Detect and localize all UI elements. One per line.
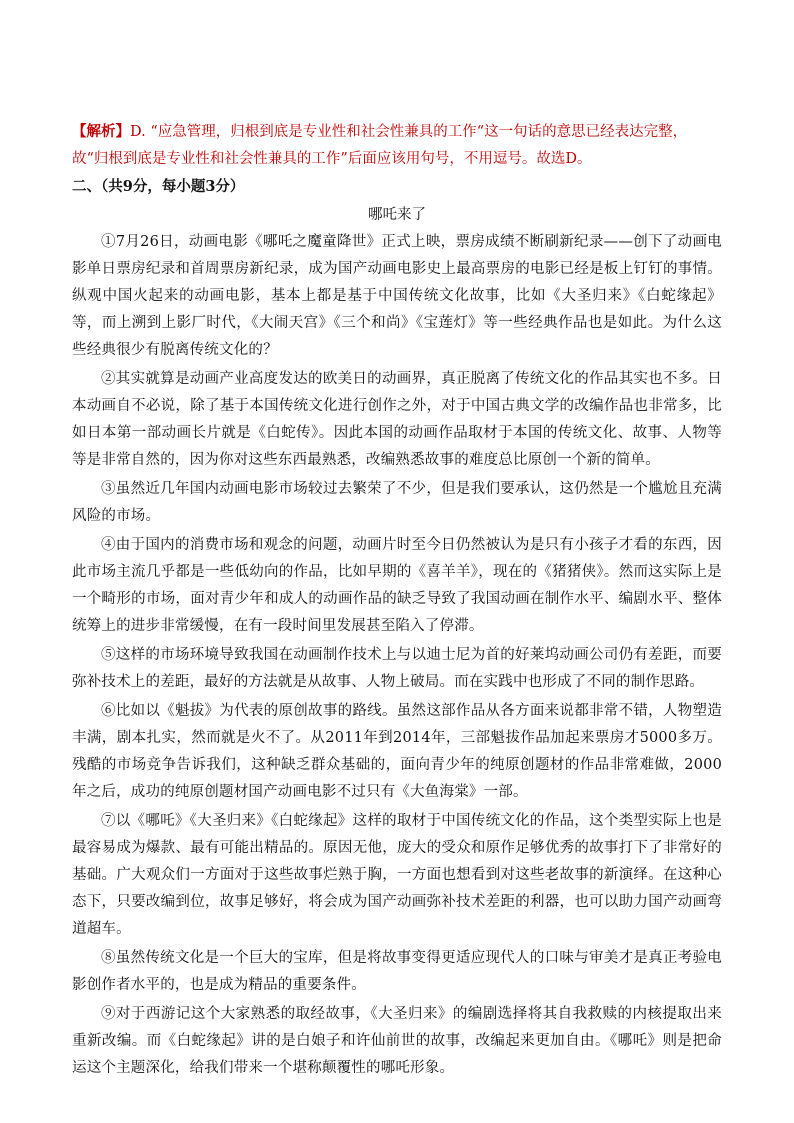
analysis-block	[72, 118, 722, 173]
article-paragraph-7: ⑦以《哪吒》《大圣归来》《白蛇缘起》这样的取材于中国传统文化的作品，这个类型实际上也是最容易成为爆款、最有可能出精品的。原因无他，庞大的受众和原作足够优秀的故事打下了非常好的基础。广大观众们一方面对于这些故事烂熟于胸，一方面也想看到对这些老故事的新演绎。在这种心态下，只要改编到位，故事足够好，将会成为国产动画弥补技术差距的利器，也可以助力国产动画弯道超车。	[72, 813, 722, 937]
article-paragraph-5: ⑤这样的市场环境导致我国在动画制作技术上与以迪士尼为首的好莱坞动画公司仍有差距，而要弥补技术上的差距，最好的方法就是从故事、人物上破局。而在实践中也形成了不同的制作思路。	[72, 647, 722, 690]
analysis-text: D. “应急管理，归根到底是专业性和社会性兼具的工作“这一句话的意思已经表达完整，故“归根到底是专业性和社会性兼具的工作”后面应该用句号，不用逗号。故选D。	[72, 124, 688, 167]
article-paragraph-3: ③虽然近几年国内动画电影市场较过去繁荣了不少，但是我们要承认，这仍然是一个尴尬且充满风险的市场。	[72, 481, 722, 524]
section-heading: 二、（共9分，每小题3分）	[72, 178, 245, 195]
article-paragraph-1: ①7月26日，动画电影《哪吒之魔童降世》正式上映，票房成绩不断刷新纪录——创下了动画电影单日票房纪录和首周票房新纪录，成为国产动画电影史上最高票房的电影已经是板上钉钉的事情。纵观中国火起来的动画电影，基本上都是基于中国传统文化故事，比如《大圣归来》《白蛇缘起》等，而上溯到上影厂时代，《大闹天宫》《三个和尚》《宝莲灯》等一些经典作品也是如此。为什么这些经典很少有脱离传统文化的？	[72, 234, 722, 358]
article-title: 哪吒来了	[368, 207, 426, 223]
document-page	[72, 118, 722, 1084]
article-paragraph-4: ④由于国内的消费市场和观念的问题，动画片时至今日仍然被认为是只有小孩子才看的东西，因此市场主流几乎都是一些低幼向的作品，比如早期的《喜羊羊》，现在的《猪猪侠》。然而这实际上是一个畸形的市场，面对青少年和成人的动画作品的缺乏导致了我国动画在制作水平、编剧水平、整体统筹上的进步非常缓慢，在有一段时间里发展甚至陷入了停滞。	[72, 537, 722, 634]
article-paragraph-9: ⑨对于西游记这个大家熟悉的取经故事，《大圣归来》的编剧选择将其自我救赎的内核提取出来重新改编。而《白蛇缘起》讲的是白娘子和许仙前世的故事，改编起来更加自由。《哪吒》则是把命运这个主题深化，给我们带来一个堪称颠覆性的哪吒形象。	[72, 1006, 722, 1076]
analysis-tag: 【解析】	[72, 123, 130, 140]
article-paragraph-2: ②其实就算是动画产业高度发达的欧美日的动画界，真正脱离了传统文化的作品其实也不多。日本动画自不必说，除了基于本国传统文化进行创作之外，对于中国古典文学的改编作品也非常多，比如日本第一部动画长片就是《白蛇传》。因此本国的动画作品取材于本国的传统文化、故事、人物等等是非常自然的，因为你对这些东西最熟悉，改编熟悉故事的难度总比原创一个新的简单。	[72, 371, 722, 468]
article-paragraph-6: ⑥比如以《魁拔》为代表的原创故事的路线。虽然这部作品从各方面来说都非常不错，人物塑造丰满，剧本扎实，然而就是火不了。从2011年到2014年，三部魁拔作品加起来票房才5000多万。残酷的市场竞争告诉我们，这种缺乏群众基础的，面向青少年的纯原创题材的作品非常难做，2000年之后，成功的纯原创题材国产动画电影不过只有《大鱼海棠》一部。	[72, 703, 722, 800]
article-paragraph-8: ⑧虽然传统文化是一个巨大的宝库，但是将故事变得更适应现代人的口味与审美才是真正考验电影创作者水平的，也是成为精品的重要条件。	[72, 950, 722, 993]
